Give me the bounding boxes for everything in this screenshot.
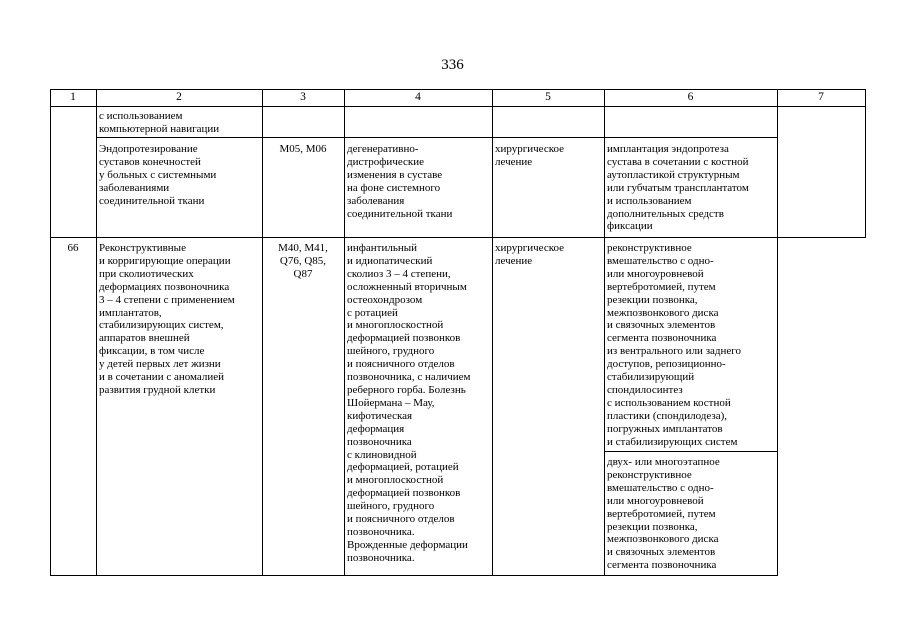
row-a-diagnosis: дегенеративно- дистрофические изменения в суставе на фоне системного заболевания соединительной ткани: [347, 143, 453, 220]
row-66-method-description-2: двух- или многоэтапное реконструктивное вмешательство с одно- или многоуровневой вертебротомией, путем резекции позвонка, межпозвонкового диска и связочных элементов сегмента позвоночника: [607, 456, 720, 572]
table-left-border: [50, 89, 51, 576]
col-divider-4: [492, 89, 493, 576]
header-col-6: 6: [687, 91, 694, 103]
col6-split-border: [604, 451, 777, 452]
row-66-treatment-type: хирургическое лечение: [495, 242, 565, 267]
row-a-icd-codes: M05, M06: [279, 143, 327, 155]
header-col-3: 3: [300, 91, 306, 103]
row-a-treatment-type: хирургическое лечение: [495, 143, 565, 168]
row-a-method-name: Эндопротезирование суставов конечностей у больных с системными заболеваниями соединительной ткани: [99, 143, 217, 207]
header-col-5: 5: [545, 91, 551, 103]
table-bottom-border: [50, 575, 777, 576]
row-a-method-description: имплантация эндопротеза сустава в сочетании с костной аутопластикой структурным или губчатым трансплантатом и использованием дополнительных средств фиксации: [607, 143, 749, 233]
header-bottom-border: [50, 106, 866, 107]
table-right-border: [865, 89, 866, 238]
row-66-top-border: [50, 237, 866, 238]
row-66-number: 66: [67, 242, 79, 254]
col-divider-6: [777, 89, 778, 576]
row-66-icd-codes: M40, M41, Q76, Q85, Q87: [278, 242, 328, 280]
continued-row-border: [96, 137, 777, 138]
row-66-method-name: Реконструктивные и корригирующие операции при сколиотических деформациях позвоночника 3 – 4 степени с применением имплантатов, стабилизирующих систем, аппаратов внешней фиксации, в том числе у детей первых лет жизни и в сочетании с аномалией развития грудной клетки: [99, 242, 235, 396]
page-number: 336: [441, 57, 464, 73]
col-divider-3: [344, 89, 345, 576]
col-divider-2: [262, 89, 263, 576]
row-66-diagnosis: инфантильный и идиопатический сколиоз 3 – 4 степени, осложненный вторичным остеохондрозом с ротацией и многоплоскостной деформацией позвонков шейного, грудного и поясничного отделов позвоночника, с наличием реберного горба. Болезнь Шойермана – Мау, кифотическая деформация позвоночника с клиновидной деформацией, ротацией и многоплоскостной деформацией позвонков шейного, грудного и поясничного отделов позвоночника. Врожденные деформации позвоночника.: [347, 242, 471, 564]
header-col-2: 2: [176, 91, 182, 103]
header-col-1: 1: [70, 91, 76, 103]
header-col-7: 7: [818, 91, 824, 103]
col-divider-1: [96, 89, 97, 576]
header-col-4: 4: [415, 91, 421, 103]
col-divider-5: [604, 89, 605, 576]
row-66-method-description-1: реконструктивное вмешательство с одно- или многоуровневой вертебротомией, путем резекции позвонка, межпозвонкового диска и связочных элементов сегмента позвоночника из вентрального или заднего доступов, репозиционно- стабилизирующий спондилосинтез с использованием костной пластики (спондилодеза), погружных имплантатов и стабилизирующих систем: [607, 242, 742, 448]
continued-method-name: с использованием компьютерной навигации: [99, 110, 220, 135]
